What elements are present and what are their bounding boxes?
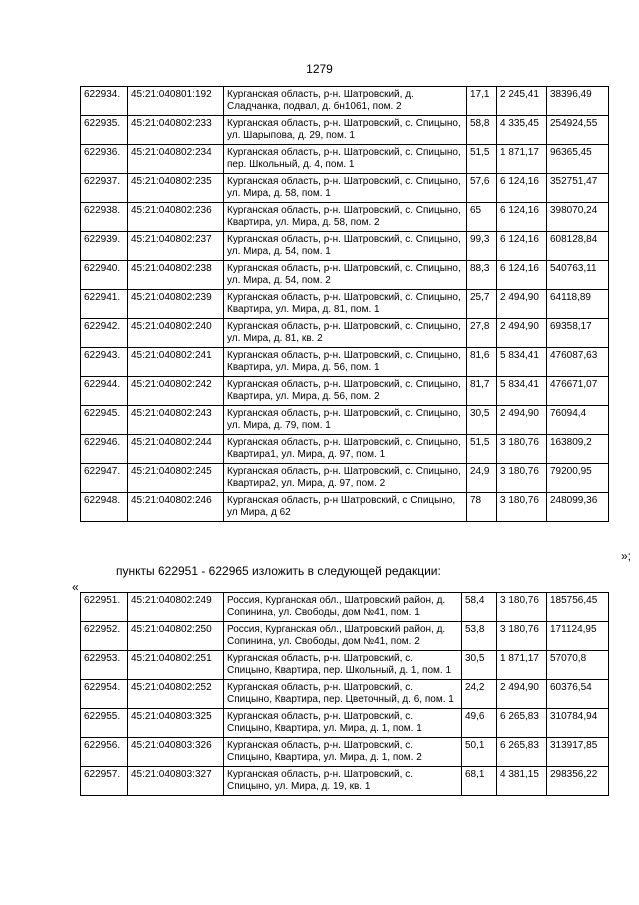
- area-cell: 30,5: [467, 406, 497, 435]
- unit-value-cell: 6 265,83: [497, 738, 547, 767]
- address-cell: Курганская область, р-н. Шатровский, с. Спицыно, ул. Шарыпова, д. 29, пом. 1: [224, 116, 467, 145]
- unit-value-cell: 4 335,45: [497, 116, 547, 145]
- cadastral-number-cell: 45:21:040802:242: [128, 377, 224, 406]
- item-number-cell: 622938.: [81, 203, 128, 232]
- table-row: [81, 290, 609, 319]
- address-cell: Курганская область, р-н. Шатровский, с. Спицыно, Квартира, ул. Мира, д. 56, пом. 2: [224, 377, 467, 406]
- cadastral-value-cell: 185756,45: [547, 593, 609, 622]
- item-number-cell: 622948.: [81, 493, 128, 522]
- area-cell: 57,6: [467, 174, 497, 203]
- cadastral-number-cell: 45:21:040802:243: [128, 406, 224, 435]
- item-number-cell: 622955.: [81, 709, 128, 738]
- registry-table-1: [80, 86, 609, 522]
- table-row: [81, 680, 609, 709]
- unit-value-cell: 2 494,90: [497, 319, 547, 348]
- cadastral-number-cell: 45:21:040802:238: [128, 261, 224, 290]
- unit-value-cell: 2 494,90: [497, 406, 547, 435]
- cadastral-value-cell: 310784,94: [547, 709, 609, 738]
- address-cell: Курганская область, р-н. Шатровский, с. Спицыно, ул. Мира, д. 58, пом. 1: [224, 174, 467, 203]
- area-cell: 53,8: [462, 622, 497, 651]
- area-cell: 78: [467, 493, 497, 522]
- item-number-cell: 622935.: [81, 116, 128, 145]
- unit-value-cell: 3 180,76: [497, 464, 547, 493]
- address-cell: Курганская область, р-н. Шатровский, с. Спицыно, Квартира, ул. Мира, д. 81, пом. 1: [224, 290, 467, 319]
- area-cell: 99,3: [467, 232, 497, 261]
- item-number-cell: 622941.: [81, 290, 128, 319]
- item-number-cell: 622934.: [81, 87, 128, 116]
- area-cell: 58,4: [462, 593, 497, 622]
- cadastral-number-cell: 45:21:040803:326: [128, 738, 224, 767]
- table-row: [81, 87, 609, 116]
- address-cell: Курганская область, р-н. Шатровский, с. Спицыно, Квартира1, ул. Мира, д. 97, пом. 1: [224, 435, 467, 464]
- cadastral-number-cell: 45:21:040802:240: [128, 319, 224, 348]
- address-cell: Курганская область, р-н. Шатровский, с. Спицыно, Квартира, пер. Школьный, д. 1, пом. 1: [224, 651, 462, 680]
- cadastral-number-cell: 45:21:040802:250: [128, 622, 224, 651]
- registry-table-2: [80, 592, 609, 796]
- address-cell: Курганская область, р-н. Шатровский, с. Спицыно, Квартира, ул. Мира, д. 1, пом. 1: [224, 709, 462, 738]
- table-row: [81, 435, 609, 464]
- address-cell: Курганская область, р-н. Шатровский, с. Спицыно, ул. Мира, д. 19, кв. 1: [224, 767, 462, 796]
- table-row: [81, 593, 609, 622]
- unit-value-cell: 3 180,76: [497, 593, 547, 622]
- address-cell: Россия, Курганская обл., Шатровский район, д. Сопинина, ул. Свободы, дом №41, пом. 1: [224, 593, 462, 622]
- cadastral-number-cell: 45:21:040802:237: [128, 232, 224, 261]
- cadastral-value-cell: 248099,36: [547, 493, 609, 522]
- opening-quote: «: [72, 580, 79, 594]
- table-row: [81, 709, 609, 738]
- area-cell: 65: [467, 203, 497, 232]
- table-row: [81, 406, 609, 435]
- cadastral-number-cell: 45:21:040802:235: [128, 174, 224, 203]
- cadastral-value-cell: 313917,85: [547, 738, 609, 767]
- table-row: [81, 145, 609, 174]
- unit-value-cell: 4 381,15: [497, 767, 547, 796]
- address-cell: Курганская область, р-н. Шатровский, с. Спицыно, пер. Школьный, д. 4, пом. 1: [224, 145, 467, 174]
- area-cell: 25,7: [467, 290, 497, 319]
- address-cell: Курганская область, р-н. Шатровский, с. Спицыно, Квартира2, ул. Мира, д. 97, пом. 2: [224, 464, 467, 493]
- table-row: [81, 464, 609, 493]
- table-row: [81, 348, 609, 377]
- area-cell: 88,3: [467, 261, 497, 290]
- item-number-cell: 622952.: [81, 622, 128, 651]
- amendment-instruction: пункты 622951 - 622965 изложить в следующей редакции:: [116, 564, 441, 578]
- area-cell: 17,1: [467, 87, 497, 116]
- cadastral-value-cell: 476671,07: [547, 377, 609, 406]
- table-row: [81, 651, 609, 680]
- item-number-cell: 622940.: [81, 261, 128, 290]
- table-row: [81, 203, 609, 232]
- cadastral-number-cell: 45:21:040802:239: [128, 290, 224, 319]
- unit-value-cell: 1 871,17: [497, 651, 547, 680]
- cadastral-value-cell: 476087,63: [547, 348, 609, 377]
- unit-value-cell: 3 180,76: [497, 493, 547, 522]
- cadastral-value-cell: 608128,84: [547, 232, 609, 261]
- cadastral-value-cell: 163809,2: [547, 435, 609, 464]
- cadastral-number-cell: 45:21:040802:236: [128, 203, 224, 232]
- area-cell: 27,8: [467, 319, 497, 348]
- unit-value-cell: 6 124,16: [497, 232, 547, 261]
- cadastral-number-cell: 45:21:040801:192: [128, 87, 224, 116]
- cadastral-number-cell: 45:21:040802:246: [128, 493, 224, 522]
- area-cell: 81,7: [467, 377, 497, 406]
- address-cell: Курганская область, р-н. Шатровский, с. Спицыно, Квартира, пер. Цветочный, д. 6, пом. 1: [224, 680, 462, 709]
- area-cell: 68,1: [462, 767, 497, 796]
- cadastral-number-cell: 45:21:040802:249: [128, 593, 224, 622]
- item-number-cell: 622953.: [81, 651, 128, 680]
- page-number: 1279: [306, 62, 333, 76]
- cadastral-value-cell: 57070,8: [547, 651, 609, 680]
- area-cell: 24,9: [467, 464, 497, 493]
- address-cell: Курганская область, р-н. Шатровский, с. Спицыно, ул. Мира, д. 54, пом. 2: [224, 261, 467, 290]
- address-cell: Россия, Курганская обл., Шатровский район, д. Сопинина, ул. Свободы, дом №41, пом. 2: [224, 622, 462, 651]
- item-number-cell: 622946.: [81, 435, 128, 464]
- area-cell: 81,6: [467, 348, 497, 377]
- table-row: [81, 377, 609, 406]
- area-cell: 50,1: [462, 738, 497, 767]
- cadastral-number-cell: 45:21:040802:233: [128, 116, 224, 145]
- unit-value-cell: 2 245,41: [497, 87, 547, 116]
- address-cell: Курганская область, р-н Шатровский, с Спицыно, ул Мира, д 62: [224, 493, 467, 522]
- cadastral-number-cell: 45:21:040802:252: [128, 680, 224, 709]
- area-cell: 30,5: [462, 651, 497, 680]
- item-number-cell: 622937.: [81, 174, 128, 203]
- unit-value-cell: 2 494,90: [497, 680, 547, 709]
- unit-value-cell: 6 124,16: [497, 174, 547, 203]
- cadastral-value-cell: 171124,95: [547, 622, 609, 651]
- cadastral-number-cell: 45:21:040803:327: [128, 767, 224, 796]
- item-number-cell: 622936.: [81, 145, 128, 174]
- unit-value-cell: 2 494,90: [497, 290, 547, 319]
- cadastral-value-cell: 398070,24: [547, 203, 609, 232]
- cadastral-value-cell: 254924,55: [547, 116, 609, 145]
- address-cell: Курганская область, р-н. Шатровский, с. Спицыно, Квартира, ул. Мира, д. 56, пом. 1: [224, 348, 467, 377]
- address-cell: Курганская область, р-н. Шатровский, с. Спицыно, Квартира, ул. Мира, д. 58, пом. 2: [224, 203, 467, 232]
- table-row: [81, 622, 609, 651]
- table-row: [81, 319, 609, 348]
- cadastral-number-cell: 45:21:040802:234: [128, 145, 224, 174]
- item-number-cell: 622942.: [81, 319, 128, 348]
- address-cell: Курганская область, р-н. Шатровский, с. Спицыно, ул. Мира, д. 81, кв. 2: [224, 319, 467, 348]
- item-number-cell: 622939.: [81, 232, 128, 261]
- cadastral-value-cell: 96365,45: [547, 145, 609, 174]
- table-row: [81, 261, 609, 290]
- cadastral-value-cell: 298356,22: [547, 767, 609, 796]
- table-row: [81, 767, 609, 796]
- address-cell: Курганская область, р-н. Шатровский, с. Спицыно, ул. Мира, д. 79, пом. 1: [224, 406, 467, 435]
- table-row: [81, 174, 609, 203]
- unit-value-cell: 5 834,41: [497, 348, 547, 377]
- unit-value-cell: 6 124,16: [497, 203, 547, 232]
- cadastral-value-cell: 64118,89: [547, 290, 609, 319]
- area-cell: 58,8: [467, 116, 497, 145]
- cadastral-value-cell: 79200,95: [547, 464, 609, 493]
- cadastral-number-cell: 45:21:040802:245: [128, 464, 224, 493]
- cadastral-value-cell: 60376,54: [547, 680, 609, 709]
- item-number-cell: 622951.: [81, 593, 128, 622]
- cadastral-value-cell: 38396,49: [547, 87, 609, 116]
- cadastral-value-cell: 69358,17: [547, 319, 609, 348]
- cadastral-number-cell: 45:21:040802:241: [128, 348, 224, 377]
- area-cell: 51,5: [467, 435, 497, 464]
- address-cell: Курганская область, р-н. Шатровский, с. Спицыно, ул. Мира, д. 54, пом. 1: [224, 232, 467, 261]
- address-cell: Курганская область, р-н. Шатровский, с. Спицыно, Квартира, ул. Мира, д. 1, пом. 2: [224, 738, 462, 767]
- item-number-cell: 622954.: [81, 680, 128, 709]
- unit-value-cell: 6 124,16: [497, 261, 547, 290]
- area-cell: 24,2: [462, 680, 497, 709]
- closing-quote: »;: [620, 549, 631, 563]
- unit-value-cell: 5 834,41: [497, 377, 547, 406]
- table-row: [81, 493, 609, 522]
- item-number-cell: 622947.: [81, 464, 128, 493]
- cadastral-value-cell: 540763,11: [547, 261, 609, 290]
- table-row: [81, 738, 609, 767]
- unit-value-cell: 6 265,83: [497, 709, 547, 738]
- unit-value-cell: 3 180,76: [497, 435, 547, 464]
- cadastral-number-cell: 45:21:040802:244: [128, 435, 224, 464]
- area-cell: 51,5: [467, 145, 497, 174]
- unit-value-cell: 1 871,17: [497, 145, 547, 174]
- table-row: [81, 116, 609, 145]
- area-cell: 49,6: [462, 709, 497, 738]
- item-number-cell: 622945.: [81, 406, 128, 435]
- item-number-cell: 622956.: [81, 738, 128, 767]
- item-number-cell: 622943.: [81, 348, 128, 377]
- table-row: [81, 232, 609, 261]
- item-number-cell: 622957.: [81, 767, 128, 796]
- cadastral-number-cell: 45:21:040802:251: [128, 651, 224, 680]
- cadastral-value-cell: 76094,4: [547, 406, 609, 435]
- item-number-cell: 622944.: [81, 377, 128, 406]
- cadastral-number-cell: 45:21:040803:325: [128, 709, 224, 738]
- address-cell: Курганская область, р-н. Шатровский, д. Сладчанка, подвал, д. бн1061, пом. 2: [224, 87, 467, 116]
- cadastral-value-cell: 352751,47: [547, 174, 609, 203]
- unit-value-cell: 3 180,76: [497, 622, 547, 651]
